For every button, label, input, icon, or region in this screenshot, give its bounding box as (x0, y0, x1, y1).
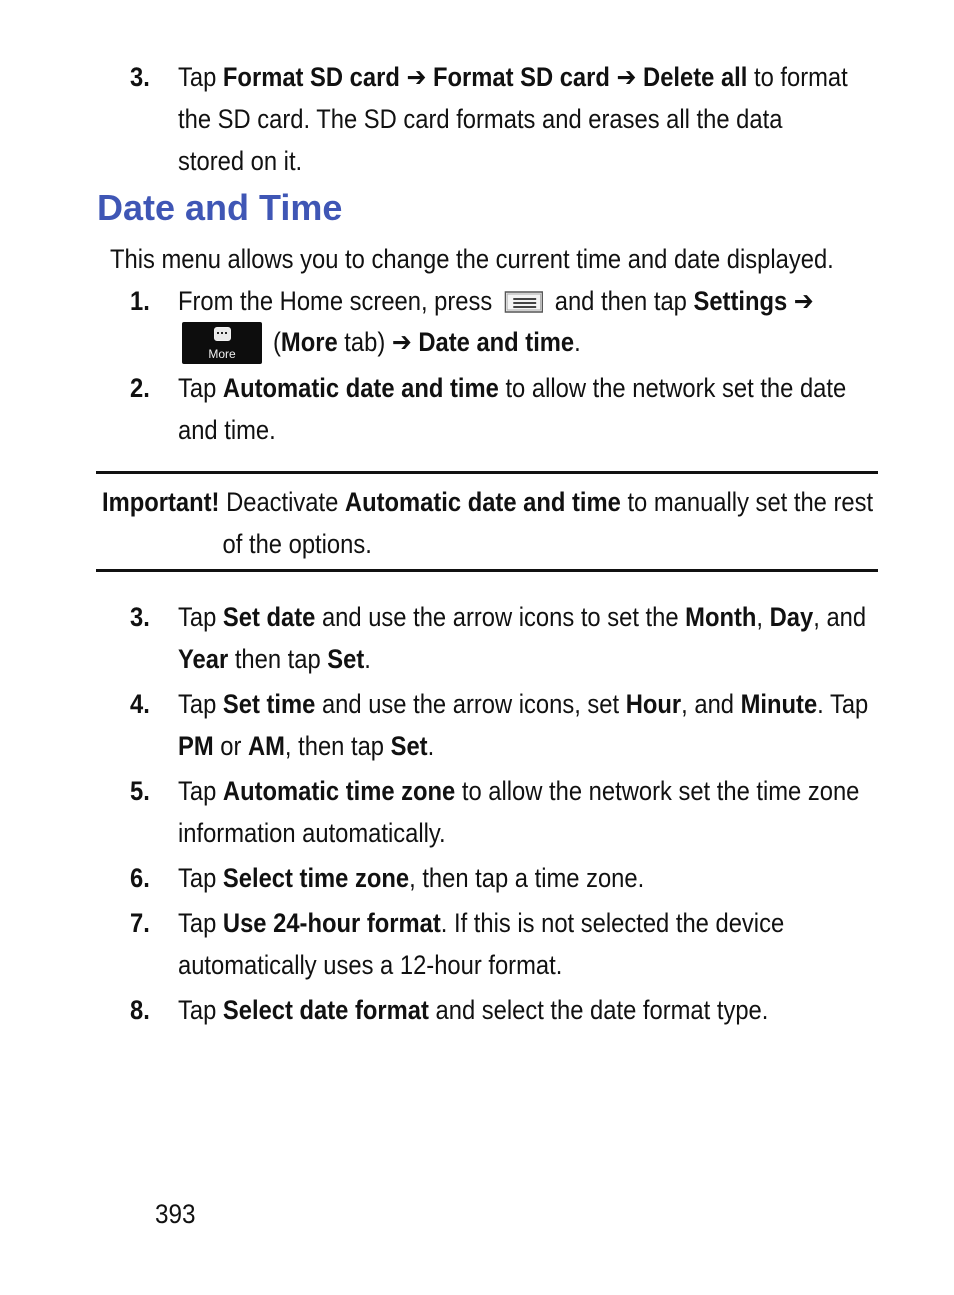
note-top-rule (96, 471, 878, 474)
bold-term: Format SD card (432, 62, 610, 92)
arrow-glyph: ➔ (787, 286, 814, 316)
section-intro: This menu allows you to change the current time and date displayed. (110, 244, 834, 274)
bold-term: More (280, 327, 338, 357)
bold-term: Set (390, 731, 428, 761)
step-number: 7. (130, 908, 150, 938)
note-bottom-rule (96, 569, 878, 572)
note-line: Important! Deactivate Automatic date and time to manually set the rest (102, 487, 874, 517)
step-text (178, 367, 846, 451)
bold-term: AM (247, 731, 285, 761)
step-number: 8. (130, 995, 150, 1025)
step-text (178, 857, 644, 899)
step-line: From the Home screen, press and then tap Settings ➔ (178, 286, 814, 316)
bold-term: Day (769, 602, 814, 632)
bold-term: Automatic time zone (222, 776, 456, 806)
arrow-glyph: ➔ (391, 327, 419, 357)
menu-key-icon (504, 291, 543, 313)
step-line: Tap Use 24-hour format. If this is not selected the device (178, 908, 785, 938)
step-text (178, 770, 859, 854)
step-line: information automatically. (178, 818, 446, 848)
bold-term: Set time (222, 689, 316, 719)
step-line: PM or AM, then tap Set. (178, 731, 435, 761)
step-line: Tap Set date and use the arrow icons to set the Month, Day, and (178, 602, 867, 632)
step-number: 5. (130, 776, 150, 806)
note-label: Important! (102, 487, 220, 517)
step-number: 3. (130, 602, 150, 632)
step-line: Year then tap Set. (178, 644, 371, 674)
note-line: of the options. (222, 529, 372, 559)
bold-term: Automatic date and time (344, 487, 621, 517)
more-dots-icon (214, 327, 231, 341)
step-line: the SD card. The SD card formats and erases all the data (178, 104, 783, 134)
bold-term: Automatic date and time (222, 373, 499, 403)
step-text (178, 683, 868, 767)
step-line: Tap Automatic time zone to allow the network set the time zone (178, 776, 860, 806)
step-line: stored on it. (178, 146, 303, 176)
step-number: 2. (130, 373, 150, 403)
step-line: Tap Format SD card ➔ Format SD card ➔ Delete all to format (178, 62, 848, 92)
bold-term: Set date (222, 602, 316, 632)
arrow-glyph: ➔ (609, 62, 644, 92)
section-title: Date and Time (97, 187, 343, 228)
important-note (102, 481, 873, 565)
step-line: and time. (178, 415, 276, 445)
bold-term: Month (685, 602, 757, 632)
step-line: automatically uses a 12-hour format. (178, 950, 563, 980)
step-line: Tap Select time zone, then tap a time zone. (178, 863, 645, 893)
page-number: 393 (155, 1199, 196, 1229)
step-text (178, 596, 866, 680)
step-line: Tap Select date format and select the date format type. (178, 995, 769, 1025)
bold-term: Year (178, 644, 229, 674)
bold-term: Use 24-hour format (222, 908, 441, 938)
bold-term: Minute (740, 689, 818, 719)
step-text (178, 902, 784, 986)
step-text (178, 56, 848, 182)
bold-term: Delete all (643, 62, 748, 92)
bold-term: PM (178, 731, 214, 761)
bold-term: Select date format (222, 995, 429, 1025)
bold-term: Date and time (418, 327, 575, 357)
bold-term: Hour (625, 689, 682, 719)
step-text (178, 989, 768, 1031)
more-icon-label: More (208, 347, 236, 361)
step-text (178, 280, 814, 322)
step-number: 3. (130, 62, 150, 92)
step-1-continued: (More tab) ➔ Date and time. (273, 327, 581, 357)
bold-term: Settings (693, 286, 788, 316)
step-number: 1. (130, 286, 150, 316)
arrow-glyph: ➔ (399, 62, 433, 92)
bold-term: Select time zone (222, 863, 410, 893)
step-number: 6. (130, 863, 150, 893)
step-line: Tap Set time and use the arrow icons, set Hour, and Minute. Tap (178, 689, 869, 719)
step-line: Tap Automatic date and time to allow the network set the date (178, 373, 847, 403)
step-number: 4. (130, 689, 150, 719)
bold-term: Format SD card (222, 62, 400, 92)
bold-term: Set (327, 644, 365, 674)
more-tab-icon (182, 322, 262, 364)
